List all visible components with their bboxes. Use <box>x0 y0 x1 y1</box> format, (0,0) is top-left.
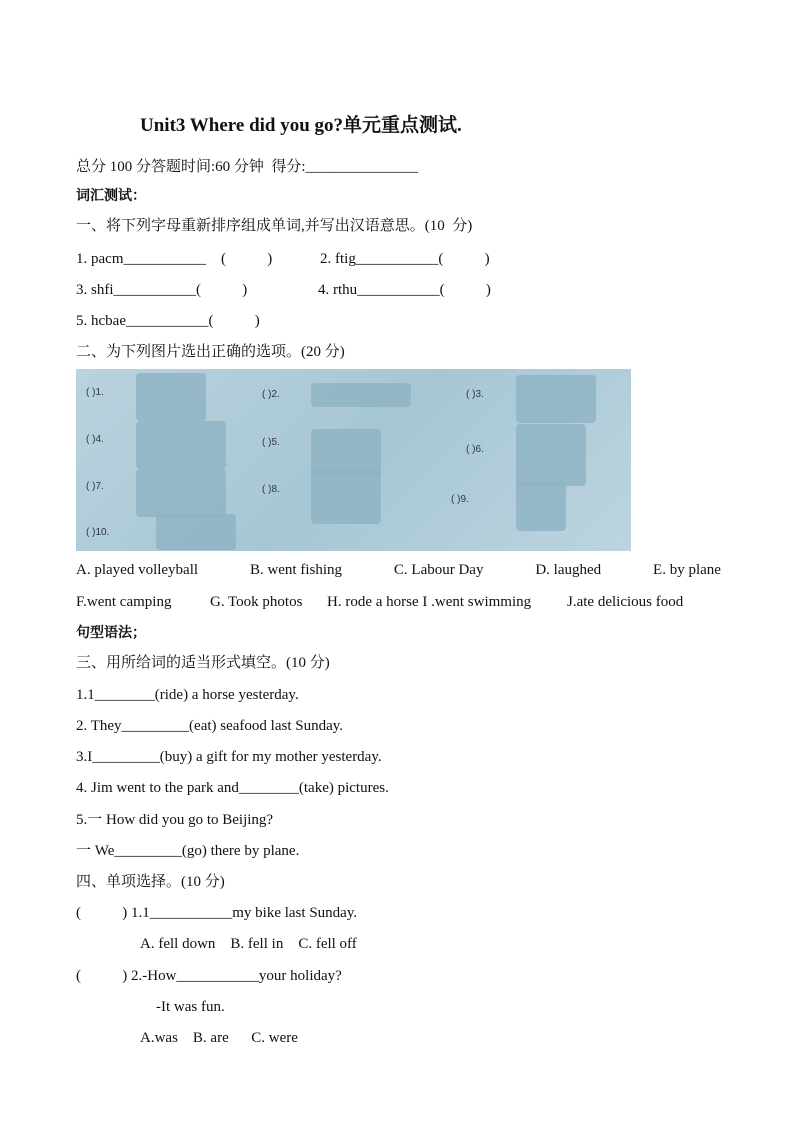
picture-label: ( )7. <box>86 481 104 492</box>
option: J.ate delicious food <box>567 594 684 610</box>
fill-item: 3.I_________(buy) a gift for my mother yesterday. <box>76 749 382 765</box>
part3-heading: 三、用所给词的适当形式填空。(10 分) <box>76 655 330 671</box>
part4-heading: 四、单项选择。(10 分) <box>76 874 225 890</box>
choice-question: ( ) 1.1___________my bike last Sunday. <box>76 905 358 921</box>
option: F.went camping <box>76 594 172 610</box>
fill-item: 2. They_________(eat) seafood last Sunday. <box>76 718 344 734</box>
picture-label: ( )4. <box>86 434 104 445</box>
section-grammar: 句型语法； <box>76 625 146 641</box>
fill-item: 一 We_________(go) there by plane. <box>76 843 300 859</box>
picture-label: ( )1. <box>86 387 104 398</box>
picture-label: ( )5. <box>262 437 280 448</box>
picture-matching-photo <box>76 369 631 551</box>
choice-question: ( ) 2.-How___________your holiday? <box>76 968 342 984</box>
option: B. went fishing <box>249 562 343 578</box>
vocab-item: 1. pacm___________ ( ) <box>76 251 273 267</box>
option: G. Took photos <box>210 594 303 610</box>
section-vocab: 词汇测试： <box>76 188 146 204</box>
option: C. Labour Day <box>393 562 484 578</box>
vocab-item: 4. rthu___________( ) <box>318 282 491 298</box>
choice-answer: -It was fun. <box>156 999 225 1015</box>
choice-options: A.was B. are C. were <box>140 1030 298 1046</box>
choice-options: A. fell down B. fell in C. fell off <box>140 936 357 952</box>
picture-label: ( )8. <box>262 484 280 495</box>
score-line: 总分 100 分答题时间:60 分钟 得分:_______________ <box>76 159 419 175</box>
part1-heading: 一、将下列字母重新排序组成单词,并写出汉语意思。(10 分) <box>76 218 473 234</box>
option: E. by plane <box>653 562 721 578</box>
page-title: Unit3 Where did you go?单元重点测试. <box>140 115 462 136</box>
fill-item: 4. Jim went to the park and________(take) pictures. <box>76 780 389 796</box>
part2-heading: 二、为下列图片选出正确的选项。(20 分) <box>76 344 345 360</box>
options-row-1 <box>76 562 721 579</box>
vocab-item: 2. ftig___________( ) <box>320 251 490 267</box>
fill-item: 5.一 How did you go to Beijing? <box>76 812 274 828</box>
fill-item: 1.1________(ride) a horse yesterday. <box>76 687 299 703</box>
option: A. played volleyball <box>76 562 199 578</box>
picture-label: ( )9. <box>451 494 469 505</box>
picture-label: ( )10. <box>86 527 110 538</box>
option: D. laughed <box>535 562 602 578</box>
vocab-item: 5. hcbae___________( ) <box>76 313 260 329</box>
picture-label: ( )3. <box>466 389 484 400</box>
picture-label: ( )2. <box>262 389 280 400</box>
vocab-item: 3. shfi___________( ) <box>76 282 248 298</box>
option: H. rode a horse I .went swimming <box>327 594 532 610</box>
picture-label: ( )6. <box>466 444 484 455</box>
